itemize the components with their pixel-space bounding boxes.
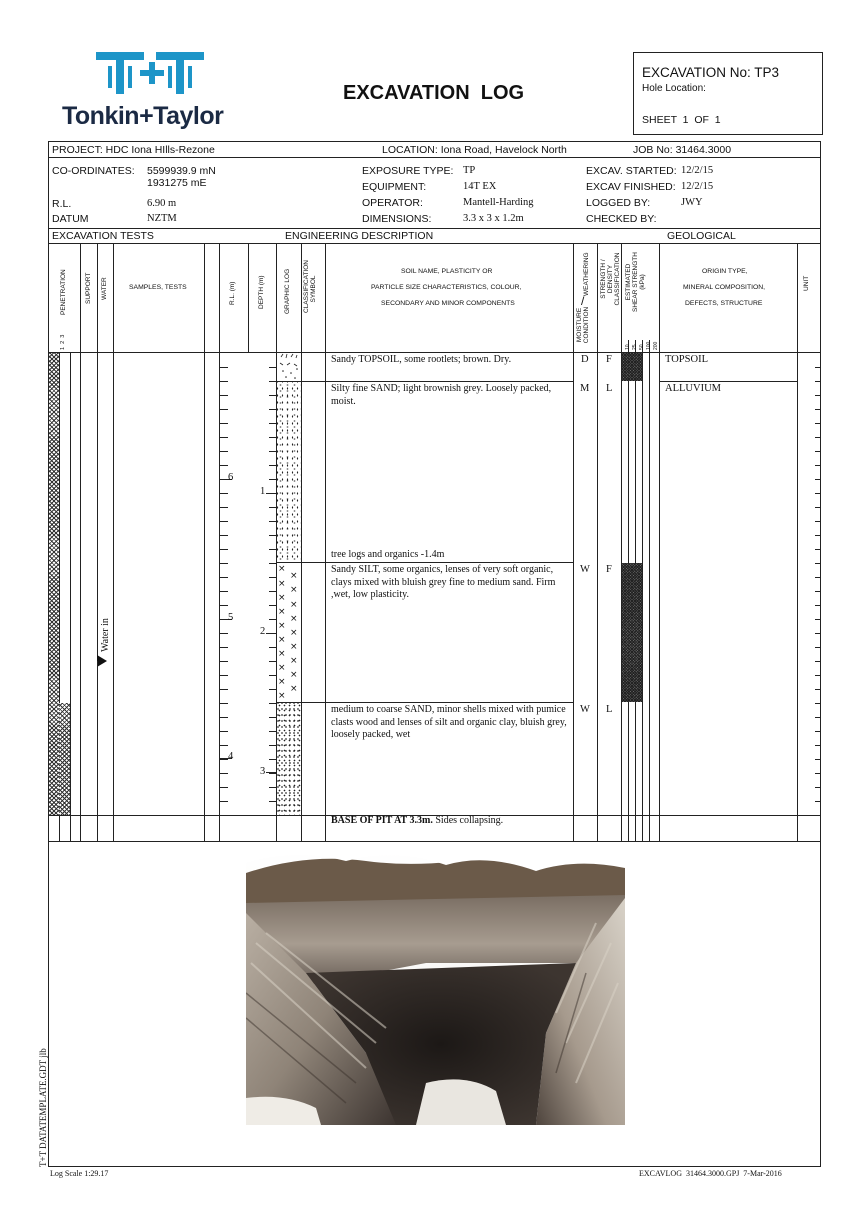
- scale-tick: [815, 787, 821, 788]
- depth-major-tick: [266, 772, 276, 773]
- graphic-coarse-sand: [277, 703, 301, 815]
- scale-tick: [815, 591, 821, 592]
- scale-tick: [269, 507, 276, 508]
- header-samples: SAMPLES, TESTS: [129, 284, 187, 291]
- started-label: EXCAV. STARTED:: [586, 165, 677, 177]
- depth-major-tick: [266, 633, 276, 634]
- water-level-icon: [97, 655, 107, 667]
- scale-tick: [269, 703, 276, 704]
- section-geological: GEOLOGICAL: [667, 230, 736, 242]
- header-rl: R.L. (m): [229, 281, 236, 305]
- scale-tick: [269, 395, 276, 396]
- scale-tick: [220, 745, 228, 746]
- layer-5-strength: L: [606, 704, 613, 715]
- scale-tick: [220, 367, 228, 368]
- depth-label-1: 1: [260, 486, 266, 497]
- scale-tick: [815, 437, 821, 438]
- header-soil-1: SOIL NAME, PLASTICITY OR: [401, 268, 493, 275]
- geology-alluvium: ALLUVIUM: [665, 383, 721, 394]
- column-line: [597, 243, 598, 841]
- info-box: [633, 52, 823, 135]
- scale-tick: [815, 773, 821, 774]
- column-line: [642, 340, 643, 841]
- coords-northing: 5599939.9 mN: [147, 165, 216, 177]
- scale-tick: [815, 633, 821, 634]
- divider: [48, 352, 821, 353]
- scale-tick: [815, 801, 821, 802]
- scale-tick: [220, 661, 228, 662]
- scale-tick: [269, 465, 276, 466]
- layer-4-strength: F: [606, 564, 612, 575]
- scale-tick: [220, 801, 228, 802]
- scale-tick: [269, 549, 276, 550]
- page-title: EXCAVATION LOG: [343, 82, 525, 104]
- base-of-pit-bold: BASE OF PIT AT 3.3m.: [331, 815, 433, 826]
- company-logo: [62, 50, 242, 132]
- layer-1-description: Sandy TOPSOIL, some rootlets; brown. Dry.: [331, 354, 512, 365]
- scale-tick: [220, 717, 228, 718]
- scale-tick: [815, 577, 821, 578]
- scale-tick: [269, 409, 276, 410]
- scale-tick: [815, 381, 821, 382]
- layer-2-description: Silty fine SAND; light brownish grey. Loosely packed, moist.: [331, 383, 552, 407]
- scale-tick: [269, 745, 276, 746]
- scale-tick: [269, 675, 276, 676]
- scale-tick: [220, 521, 228, 522]
- project-name: PROJECT: HDC Iona HIlls-Rezone: [52, 144, 215, 156]
- scale-tick: [269, 815, 276, 816]
- scale-tick: [220, 591, 228, 592]
- header-classification: CLASSIFICATION SYMBOL: [303, 260, 317, 313]
- company-name: Tonkin+Taylor: [62, 102, 224, 130]
- job-number: JOB No: 31464.3000: [633, 144, 732, 156]
- scale-tick: [220, 395, 228, 396]
- divider: [48, 157, 821, 158]
- water-label: Water in: [100, 618, 111, 652]
- header-origin-1: ORIGIN TYPE,: [702, 268, 748, 275]
- scale-tick: [815, 661, 821, 662]
- header-unit: UNIT: [803, 275, 810, 291]
- shear-strength-bar: [622, 353, 642, 381]
- scale-tick: [220, 563, 228, 564]
- graphic-boundary: [277, 381, 573, 382]
- column-line: [621, 243, 622, 841]
- graphic-boundary: [277, 702, 573, 703]
- header-origin-2: MINERAL COMPOSITION,: [683, 284, 766, 291]
- dimensions-value: 3.3 x 3 x 1.2m: [463, 213, 524, 224]
- graphic-silty-sand: [277, 382, 301, 562]
- test-pit-photo: [246, 843, 625, 1125]
- datum-value: NZTM: [147, 213, 177, 224]
- scale-tick: [815, 563, 821, 564]
- column-line: [797, 243, 798, 841]
- column-line: [248, 243, 249, 353]
- tt-logo-icon: [96, 52, 208, 96]
- scale-tick: [815, 465, 821, 466]
- depth-major-tick: [266, 493, 276, 494]
- finished-label: EXCAV FINISHED:: [586, 181, 676, 193]
- divider: [48, 228, 821, 229]
- equipment-value: 14T EX: [463, 181, 497, 192]
- checked-label: CHECKED BY:: [586, 213, 657, 225]
- scale-tick: [815, 703, 821, 704]
- depth-label-3: 3: [260, 766, 266, 777]
- header-depth: DEPTH (m): [258, 275, 265, 309]
- equipment-label: EQUIPMENT:: [362, 181, 427, 193]
- scale-tick: [815, 605, 821, 606]
- scale-tick: [269, 577, 276, 578]
- scale-tick: [269, 479, 276, 480]
- scale-tick: [815, 535, 821, 536]
- scale-tick: [815, 717, 821, 718]
- scale-tick: [220, 689, 228, 690]
- section-tests: EXCAVATION TESTS: [52, 230, 154, 242]
- scale-tick: [815, 731, 821, 732]
- scale-tick: [220, 423, 228, 424]
- penetration-bar: [59, 703, 70, 815]
- location: LOCATION: Iona Road, Havelock North: [382, 144, 567, 156]
- excavation-number: EXCAVATION No: TP3: [642, 65, 780, 80]
- sheet-number: SHEET 1 OF 1: [642, 114, 721, 126]
- scale-tick: [220, 437, 228, 438]
- header-penetration: PENETRATION: [60, 269, 67, 315]
- scale-tick: [815, 423, 821, 424]
- scale-tick: [815, 367, 821, 368]
- finished-value: 12/2/15: [681, 181, 714, 192]
- rl-label-6: 6: [228, 472, 234, 483]
- coords-easting: 1931275 mE: [147, 177, 207, 189]
- operator-label: OPERATOR:: [362, 197, 423, 209]
- section-engineering: ENGINEERING DESCRIPTION: [285, 230, 434, 242]
- shear-strength-bar: [622, 563, 642, 702]
- column-line: [659, 243, 660, 841]
- rl-value: 6.90 m: [147, 198, 177, 209]
- scale-tick: [269, 423, 276, 424]
- column-line: [649, 340, 650, 841]
- column-line: [573, 243, 574, 841]
- logged-label: LOGGED BY:: [586, 197, 651, 209]
- scale-tick: [815, 675, 821, 676]
- rl-label-5: 5: [228, 612, 234, 623]
- column-line: [80, 243, 81, 841]
- layer-4-description: Sandy SILT, some organics, lenses of very soft organic, clays mixed with bluish grey fine to medium sand. Firm ,wet, low plasticity.: [331, 564, 556, 600]
- scale-tick: [220, 577, 228, 578]
- rl-label-4: 4: [228, 751, 234, 762]
- logged-value: JWY: [681, 197, 703, 208]
- exposure-value: TP: [463, 165, 476, 176]
- scale-tick: [815, 689, 821, 690]
- column-line: [70, 352, 71, 841]
- scale-tick: [220, 633, 228, 634]
- header-shear: ESTIMATED SHEAR STRENGTH (kPa): [625, 252, 646, 312]
- header-strength: STRENGTH / DENSITY CLASSIFICATION: [600, 252, 621, 306]
- scale-tick: [815, 409, 821, 410]
- base-of-pit: [331, 815, 571, 828]
- header-origin-3: DEFECTS, STRUCTURE: [685, 300, 763, 307]
- layer-2-moisture: M: [580, 383, 590, 394]
- scale-tick: [269, 773, 276, 774]
- scale-tick: [269, 437, 276, 438]
- graphic-sandy-silt: × × × × × × × × × × × × × × × × × × ×: [277, 563, 301, 702]
- header-shear-scale: 10 25 50 100 200: [625, 341, 659, 350]
- scale-tick: [815, 521, 821, 522]
- scale-tick: [220, 787, 228, 788]
- column-line: [301, 243, 302, 841]
- exposure-label: EXPOSURE TYPE:: [362, 165, 454, 177]
- scale-tick: [269, 619, 276, 620]
- scale-tick: [269, 661, 276, 662]
- scale-tick: [220, 465, 228, 466]
- scale-tick: [269, 759, 276, 760]
- graphic-boundary: [277, 562, 573, 563]
- scale-tick: [815, 619, 821, 620]
- log-scale: Log Scale 1:29.17: [50, 1169, 109, 1178]
- scale-tick: [269, 801, 276, 802]
- scale-tick: [220, 451, 228, 452]
- column-line: [325, 243, 326, 841]
- header-water: WATER: [101, 277, 108, 300]
- water-level-line: [97, 661, 98, 815]
- header-soil-2: PARTICLE SIZE CHARACTERISTICS, COLOUR,: [371, 284, 522, 291]
- scale-tick: [220, 605, 228, 606]
- scale-tick: [269, 535, 276, 536]
- layer-5-description: medium to coarse SAND, minor shells mixed with pumice clasts wood and lenses of silt and organic clay, bluish grey, loosely packed, wet: [331, 704, 567, 740]
- started-value: 12/2/15: [681, 165, 714, 176]
- scale-tick: [815, 479, 821, 480]
- scale-tick: [269, 367, 276, 368]
- divider: [48, 841, 821, 842]
- scale-tick: [220, 815, 228, 816]
- layer-1-moisture: D: [581, 354, 589, 365]
- scale-tick: [220, 507, 228, 508]
- scale-tick: [269, 563, 276, 564]
- template-label: T+T DATATEMPLATE.GDT jlb: [38, 1048, 48, 1167]
- base-of-pit-note: Sides collapsing.: [432, 815, 504, 826]
- depth-label-2: 2: [260, 626, 266, 637]
- scale-tick: [269, 717, 276, 718]
- header-weathering: WEATHERING: [583, 252, 590, 296]
- scale-tick: [815, 759, 821, 760]
- geology-topsoil: TOPSOIL: [665, 354, 708, 365]
- scale-tick: [815, 745, 821, 746]
- scale-tick: [220, 549, 228, 550]
- penetration-bar: [49, 353, 59, 815]
- geology-boundary: [659, 381, 797, 382]
- scale-tick: [269, 689, 276, 690]
- scale-tick: [269, 605, 276, 606]
- scale-tick: [220, 773, 228, 774]
- coords-label: CO-ORDINATES:: [52, 165, 135, 177]
- column-line: [219, 243, 220, 841]
- header-soil-3: SECONDARY AND MINOR COMPONENTS: [381, 300, 515, 307]
- column-line: [113, 243, 114, 841]
- scale-tick: [269, 591, 276, 592]
- graphic-topsoil: [277, 353, 301, 381]
- layer-5-moisture: W: [580, 704, 590, 715]
- scale-tick: [269, 381, 276, 382]
- scale-tick: [220, 535, 228, 536]
- scale-tick: [269, 521, 276, 522]
- scale-tick: [815, 647, 821, 648]
- file-reference: EXCAVLOG 31464.3000.GPJ 7-Mar-2016: [639, 1169, 782, 1178]
- column-line: [204, 243, 205, 841]
- scale-tick: [220, 493, 228, 494]
- operator-value: Mantell-Harding: [463, 197, 534, 208]
- layer-1-strength: F: [606, 354, 612, 365]
- header-support: SUPPORT: [85, 272, 92, 304]
- header-pen-scale: 1 2 3: [60, 334, 66, 350]
- layer-3-description: tree logs and organics -1.4m: [331, 549, 445, 560]
- scale-tick: [220, 703, 228, 704]
- divider: [48, 243, 821, 244]
- hole-location: Hole Location:: [642, 83, 706, 94]
- header-slash: /: [581, 294, 585, 308]
- scale-tick: [220, 759, 228, 760]
- scale-tick: [815, 507, 821, 508]
- datum-label: DATUM: [52, 213, 89, 225]
- scale-tick: [815, 451, 821, 452]
- rl-label: R.L.: [52, 198, 72, 210]
- scale-tick: [220, 381, 228, 382]
- scale-tick: [815, 815, 821, 816]
- scale-tick: [269, 451, 276, 452]
- scale-tick: [815, 549, 821, 550]
- dimensions-label: DIMENSIONS:: [362, 213, 432, 225]
- scale-tick: [220, 731, 228, 732]
- scale-tick: [269, 731, 276, 732]
- scale-tick: [220, 647, 228, 648]
- scale-tick: [815, 493, 821, 494]
- scale-tick: [220, 675, 228, 676]
- scale-tick: [220, 409, 228, 410]
- layer-2-strength: L: [606, 383, 613, 394]
- header-graphic: GRAPHIC LOG: [284, 268, 291, 314]
- layer-4-moisture: W: [580, 564, 590, 575]
- scale-tick: [815, 395, 821, 396]
- scale-tick: [269, 787, 276, 788]
- header-moisture: MOISTURE CONDITION: [576, 306, 590, 344]
- scale-tick: [269, 647, 276, 648]
